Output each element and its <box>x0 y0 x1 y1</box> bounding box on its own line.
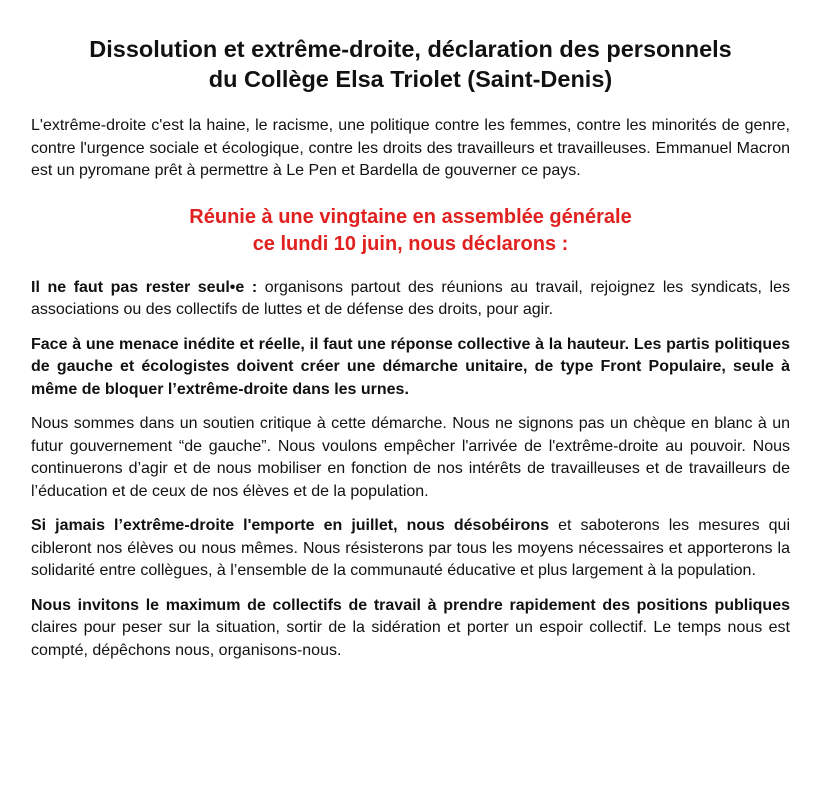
intro-paragraph: L'extrême-droite c'est la haine, le racisme, une politique contre les femmes, contre les minorités de genre, contre l'urgence sociale et écologique, contre les droits des travailleurs et travailleuses. Emmanuel Macron est un pyromane prêt à permettre à Le Pen et Bardella de gouverner ce pays. <box>31 117 790 179</box>
paragraph-5 <box>31 595 790 663</box>
title-line-2: du Collège Elsa Triolet (Saint-Denis) <box>208 66 613 92</box>
paragraph-4-bold: Si jamais l’extrême-droite l'emporte en juillet, nous désobéirons <box>31 517 550 534</box>
paragraph-3: Nous sommes dans un soutien critique à cette démarche. Nous ne signons pas un chèque en blanc à un futur gouvernement “de gauche”. Nous voulons empêcher l'arrivée de l'extrême-droite au pouvoir. Nous continuerons d’agir et de nous mobiliser en fonction de nos intérêts de travailleuses et de travailleurs de l’éducation et de ceux de nos élèves et de la population. <box>31 415 790 500</box>
paragraph-1 <box>31 277 790 322</box>
document-page <box>0 34 834 786</box>
document-title <box>31 34 790 94</box>
title-line-1: Dissolution et extrême-droite, déclaration des personnels <box>89 36 732 62</box>
paragraph-5-text: claires pour peser sur la situation, sortir de la sidération et porter un espoir collectif. Le temps nous est compté, dépêchons nous, organisons-nous. <box>31 619 790 659</box>
paragraph-5-bold: Nous invitons le maximum de collectifs de travail à prendre rapidement des positions publiques <box>31 596 790 614</box>
paragraph-1-bold: Il ne faut pas rester seul•e : <box>31 278 258 296</box>
paragraph-1-text: organisons partout des réunions au travail, rejoignez les syndicats, les associations ou des collectifs de luttes et de défense des droits, pour agir. <box>31 278 791 318</box>
paragraph-2: Face à une menace inédite et réelle, il faut une réponse collective à la hauteur. Les partis politiques de gauche et écologistes doivent créer une démarche unitaire, de type Front Populaire, seule à même de bloquer l’extrême-droite dans les urnes. <box>31 335 790 398</box>
paragraph-4-text: et saboterons les mesures qui cibleront nos élèves ou nous mêmes. Nous résisterons par tous les moyens nécessaires et apporterons la solidarité entre collègues, à l’ensemble de la communauté éducative et plus largement à la population. <box>31 517 791 579</box>
declaration-subtitle <box>31 204 790 258</box>
paragraph-4 <box>31 515 790 583</box>
subtitle-line-1: Réunie à une vingtaine en assemblée générale <box>189 205 632 228</box>
subtitle-line-2: ce lundi 10 juin, nous déclarons : <box>252 232 569 255</box>
